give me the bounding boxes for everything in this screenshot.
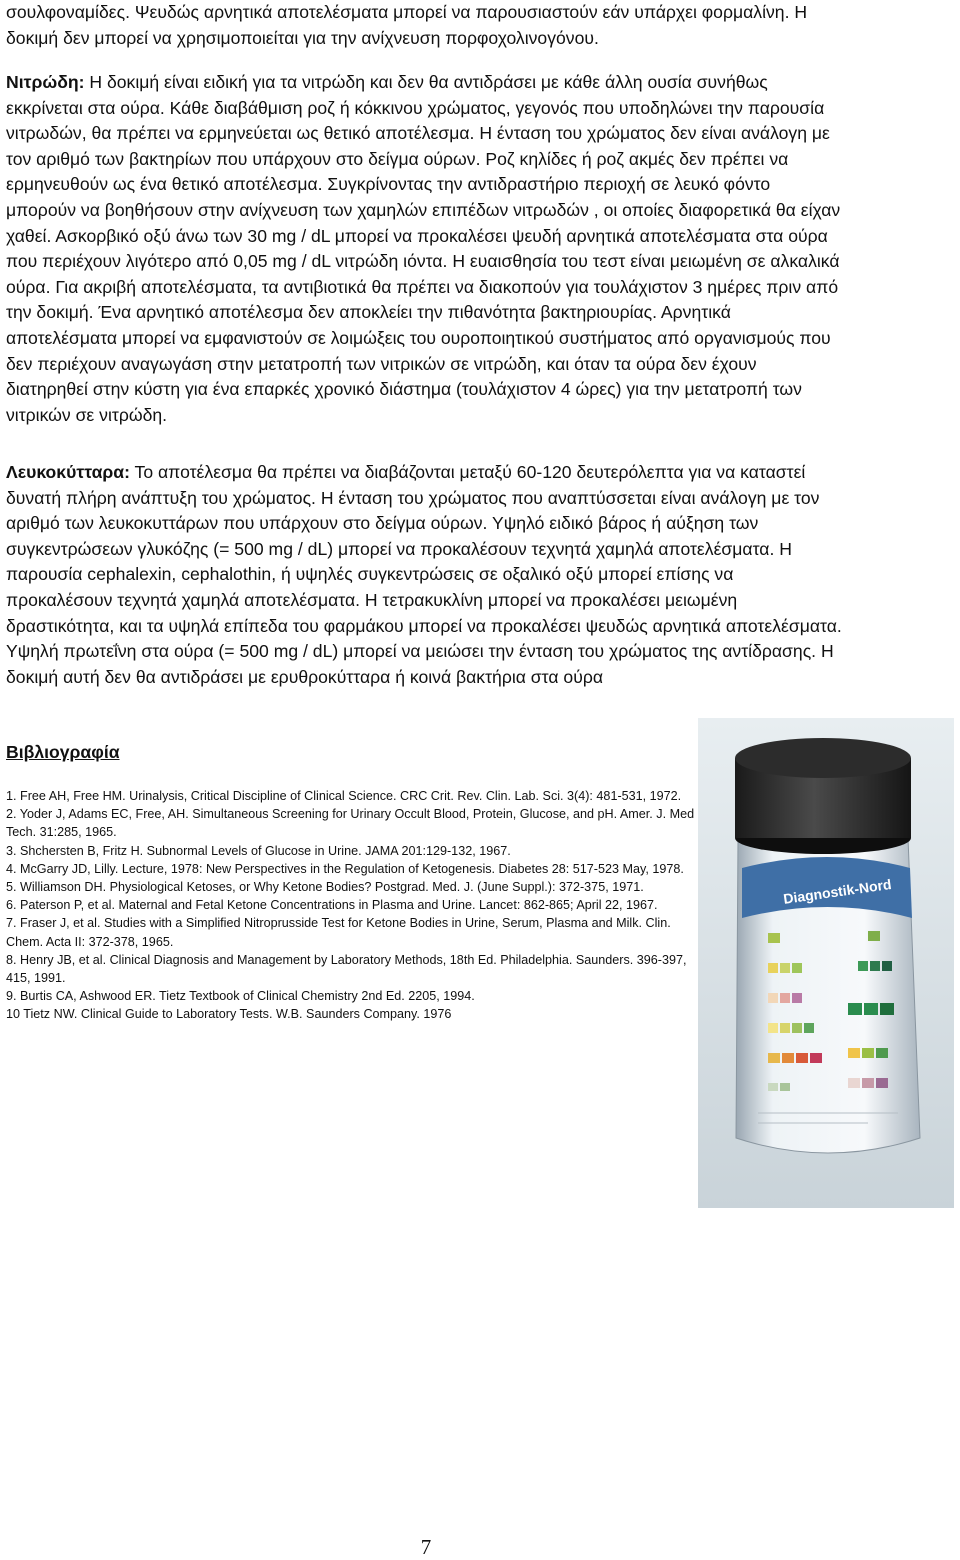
reference-item: 3. Shchersten B, Fritz H. Subnormal Levels of Glucose in Urine. JAMA 201:129-132, 1967. (6, 843, 511, 858)
reference-item: 5. Williamson DH. Physiological Ketoses, or Why Ketone Bodies? Postgrad. Med. J. (June Suppl.): 372-375, 1971. (6, 880, 644, 895)
reference-item: 10 Tietz NW. Clinical Guide to Laboratory Tests. W.B. Saunders Company. 1976 (6, 1007, 452, 1022)
reference-item: 7. Fraser J, et al. Studies with a Simplified Nitroprusside Test for Ketone Bodies in Urine, Serum, Plasma and Milk. Clin. Chem. Acta II: 372-378, 1965. (6, 916, 671, 949)
reference-item: 6. Paterson P, et al. Maternal and Fetal Ketone Concentrations in Plasma and Urine. Lancet: 862-865; April 22, 1967. (6, 898, 658, 913)
test-strip-bottle-photo (698, 718, 954, 1208)
reference-list (6, 787, 696, 1024)
nitrite-text: Η δοκιμή είναι ειδική για τα νιτρώδη και δεν θα αντιδράσει με κάθε άλλη ουσία συνήθως εκκρίνεται στα ούρα. Κάθε διαβάθμιση ροζ ή κόκκινου χρώματος, γεγονός που υποδηλώνει την παρουσία νιτρωδών, θα πρέπει να ερμηνεύεται ως θετικό αποτέλεσμα. Η ένταση του χρώματος δεν είναι ανάλογη με τον αριθμό των βακτηρίων που υπάρχουν στο δείγμα ούρων. Ροζ κηλίδες ή ροζ ακμές δεν πρέπει να ερμηνευθούν ως ένα θετικό αποτέλεσμα. Συγκρίνοντας την αντιδραστήριο περιοχή σε λευκό φόντο μπορούν να βοηθήσουν στην ανίχνευση των χαμηλών επιπέδων νιτρωδών , οι οποίες διαφορετικά θα είχαν χαθεί. Ασκορβικό οξύ άνω των 30 mg / dL μπορεί να προκαλέσει ψευδή αρνητικά αποτελέσματα στα ούρα που περιέχουν λιγότερο από 0,05 mg / dL νιτρώδη ιόντα. Η ευαισθησία του τεστ είναι μειωμένη σε αλκαλικά ούρα. Για ακριβή αποτελέσματα, τα αντιβιοτικά θα πρέπει να διακοπούν για τουλάχιστον 3 ημέρες πριν από την δοκιμή. Ένα αρνητικό αποτέλεσμα δεν αποκλείει την πιθανότητα βακτηριουρίας. Αρνητικά αποτελέσματα μπορεί να εμφανιστούν σε λοιμώξεις του ουροποιητικού συστήματος από οργανισμούς που δεν περιέχουν αναγωγάση στην μετατροπή των νιτρικών σε νιτρώδη, και όταν τα ούρα δεν έχουν διατηρηθεί στην κύστη για ένα επαρκές χρονικό διάστημα (τουλάχιστον 4 ώρες) για την μετατροπή των νιτρικών σε νιτρώδη. (6, 72, 841, 425)
page-number: 7 (420, 1535, 432, 1559)
paragraph-leukocytes (6, 460, 842, 690)
bottle-illustration (698, 718, 954, 1208)
leukocytes-label: Λευκοκύτταρα: (6, 462, 130, 482)
reference-item: 4. McGarry JD, Lilly. Lecture, 1978: New Perspectives in the Regulation of Ketogenesis. Diabetes 28: 517-523 May, 1978. (6, 861, 684, 876)
nitrite-label: Νιτρώδη: (6, 72, 85, 92)
bottle-brand-text: Diagnostik-Nord (782, 875, 893, 907)
reference-item: 9. Burtis CA, Ashwood ER. Tietz Textbook of Clinical Chemistry 2nd Ed. 2205, 1994. (6, 989, 475, 1004)
paragraph-continuation: σουλφοναμίδες. Ψευδώς αρνητικά αποτελέσματα μπορεί να παρουσιαστούν εάν υπάρχει φορμαλίνη. Η δοκιμή δεν μπορεί να χρησιμοποιείται για την ανίχνευση πορφοχολινογόνου. (6, 2, 808, 48)
reference-item: 2. Yoder J, Adams EC, Free, AH. Simultaneous Screening for Urinary Occult Blood, Protein, Glucose, and pH. Amer. J. Med Tech. 31:285, 1965. (6, 807, 695, 840)
bibliography-heading: Βιβλιογραφία (6, 742, 120, 762)
reference-item: 8. Henry JB, et al. Clinical Diagnosis and Management by Laboratory Methods, 18th Ed. Philadelphia. Saunders. 396-397, 415, 1991. (6, 952, 687, 986)
paragraph-nitrite (6, 70, 842, 428)
leukocytes-text: Το αποτέλεσμα θα πρέπει να διαβάζονται μεταξύ 60-120 δευτερόλεπτα για να καταστεί δυνατή πλήρη ανάπτυξη του χρώματος. Η ένταση του χρώματος που αναπτύσσεται είναι ανάλογη με τον αριθμό των λευκοκυττάρων που υπάρχουν στο δείγμα ούρων. Υψηλό ειδικό βάρος ή αύξηση των συγκεντρώσεων γλυκόζης (= 500 mg / dL) μπορεί να προκαλέσουν τεχνητά χαμηλά αποτελέσματα. Η παρουσία cephalexin, cephalothin, ή υψηλές συγκεντρώσεις σε οξαλικό οξύ μπορεί επίσης να προκαλέσουν τεχνητά χαμηλά αποτελέσματα. Η τετρακυκλίνη μπορεί να προκαλέσει μειωμένη δραστικότητα, και τα υψηλά επίπεδα του φαρμάκου μπορεί να προκαλέσει ψευδώς αρνητικά αποτελέσματα. Υψηλή πρωτεΐνη στα ούρα (= 500 mg / dL) μπορεί να μειώσει την ένταση του χρώματος της αντίδρασης. Η δοκιμή αυτή δεν θα αντιδράσει με ερυθροκύτταρα ή κοινά βακτήρια στα ούρα (6, 462, 842, 687)
reference-item: 1. Free AH, Free HM. Urinalysis, Critical Discipline of Clinical Science. CRC Crit. Rev. Clin. Lab. Sci. 3(4): 481-531, 1972. (6, 789, 682, 803)
